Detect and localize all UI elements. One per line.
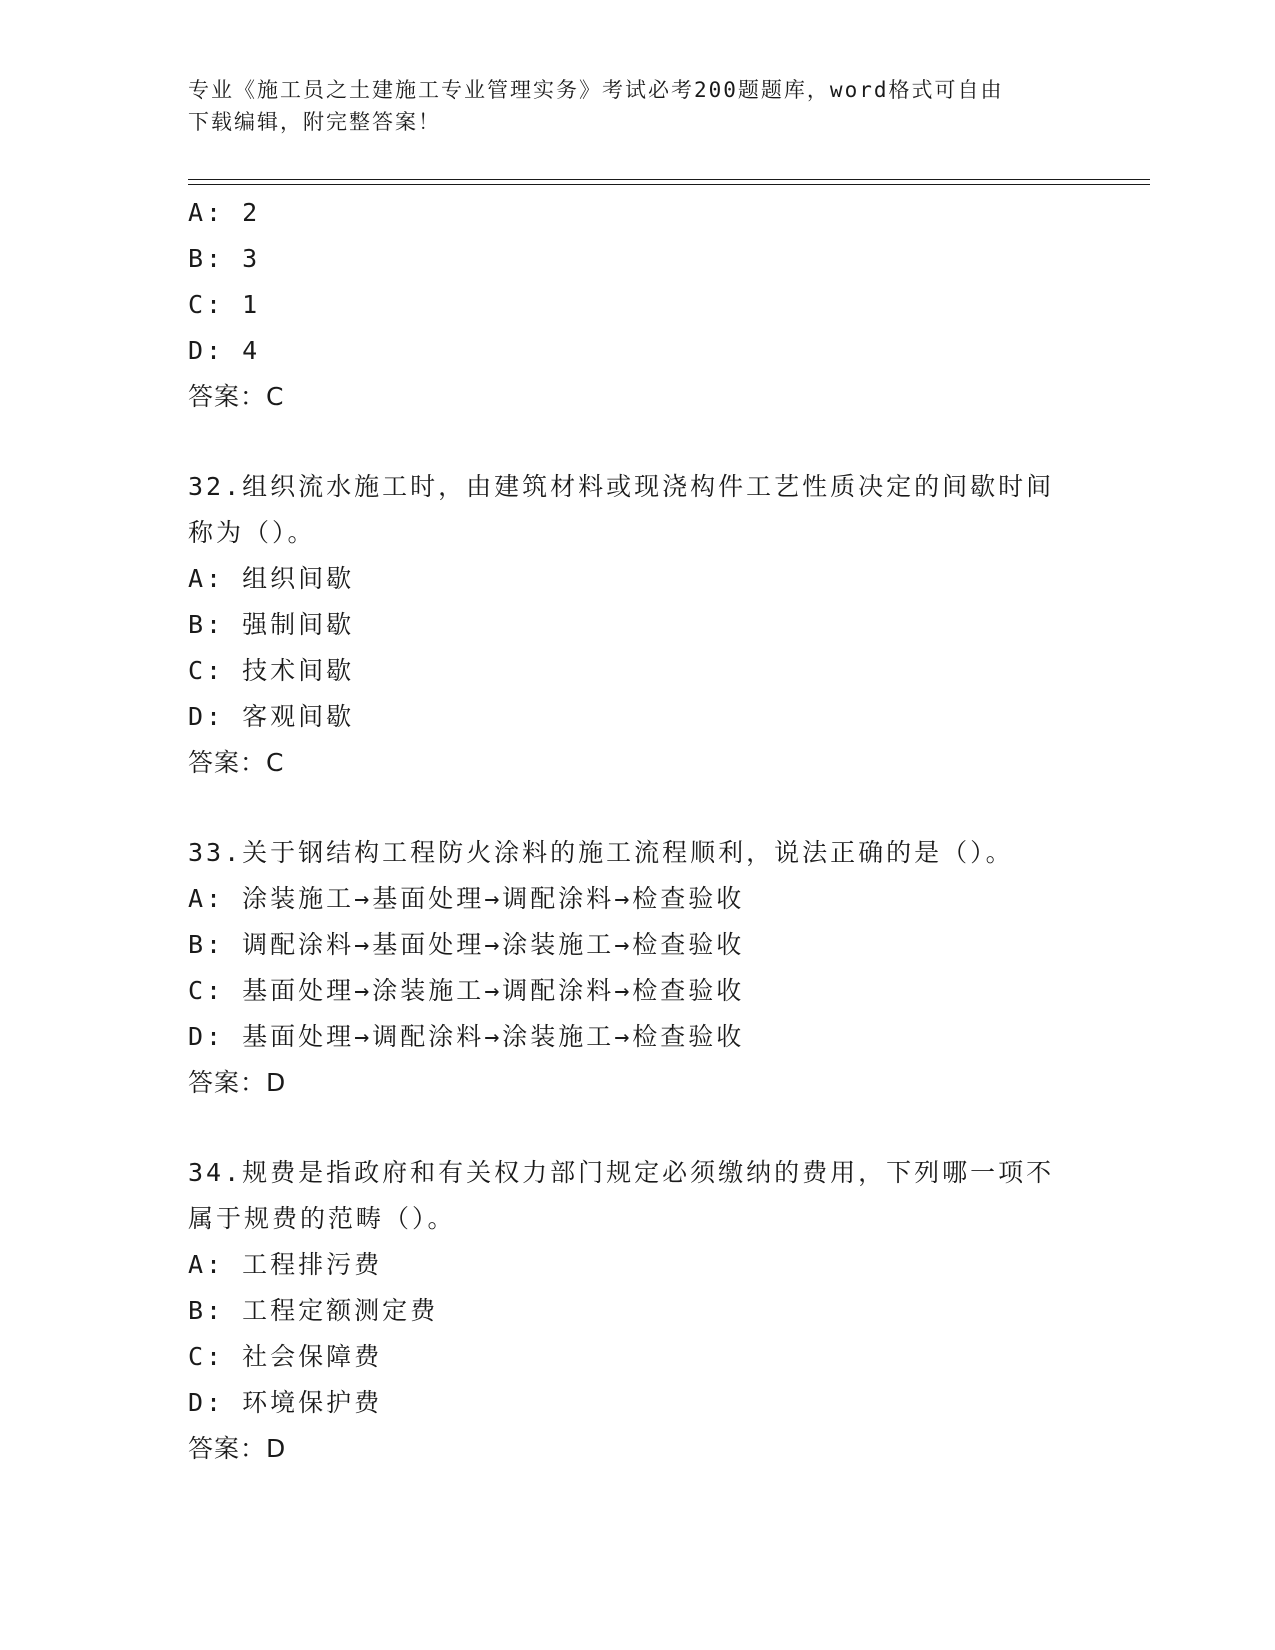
header-rule-top <box>188 179 1150 180</box>
option-d: D: 基面处理→调配涂料→涂装施工→检查验收 <box>188 1022 745 1051</box>
question-33-block <box>188 830 1088 1106</box>
question-32-block <box>188 464 1088 786</box>
question-text-line-1: 34.规费是指政府和有关权力部门规定必须缴纳的费用，下列哪一项不 <box>188 1158 1055 1187</box>
option-c: C: 技术间歇 <box>188 656 355 685</box>
question-list <box>188 190 1088 1472</box>
option-d: D: 客观间歇 <box>188 702 355 731</box>
header-line-2: 下载编辑，附完整答案！ <box>188 110 441 134</box>
answer-line: 答案：C <box>188 748 285 777</box>
question-34-block <box>188 1150 1088 1472</box>
option-a: A: 2 <box>188 198 261 227</box>
option-a: A: 涂装施工→基面处理→调配涂料→检查验收 <box>188 884 745 913</box>
option-d: D: 环境保护费 <box>188 1388 383 1417</box>
question-text-line-2: 属于规费的范畴（）。 <box>188 1204 456 1233</box>
option-a: A: 组织间歇 <box>188 564 355 593</box>
option-b: B: 3 <box>188 244 261 273</box>
option-b: B: 调配涂料→基面处理→涂装施工→检查验收 <box>188 930 745 959</box>
spacer <box>188 420 1088 464</box>
answer-line: 答案：D <box>188 1068 287 1097</box>
option-a: A: 工程排污费 <box>188 1250 383 1279</box>
spacer <box>188 1106 1088 1150</box>
option-c: C: 社会保障费 <box>188 1342 383 1371</box>
answer-line: 答案：D <box>188 1434 287 1463</box>
header-line-1: 专业《施工员之土建施工专业管理实务》考试必考200题题库，word格式可自由 <box>188 78 1004 102</box>
option-b: B: 工程定额测定费 <box>188 1296 439 1325</box>
option-c: C: 1 <box>188 290 261 319</box>
document-header <box>188 74 1068 138</box>
option-c: C: 基面处理→涂装施工→调配涂料→检查验收 <box>188 976 745 1005</box>
option-d: D: 4 <box>188 336 261 365</box>
option-b: B: 强制间歇 <box>188 610 355 639</box>
answer-line: 答案：C <box>188 382 285 411</box>
question-31-block <box>188 190 1088 420</box>
spacer <box>188 786 1088 830</box>
header-rule-bottom <box>188 184 1150 185</box>
question-text-line-1: 33.关于钢结构工程防火涂料的施工流程顺利，说法正确的是（）。 <box>188 838 1014 867</box>
question-text-line-2: 称为（）。 <box>188 518 316 547</box>
question-text-line-1: 32.组织流水施工时，由建筑材料或现浇构件工艺性质决定的间歇时间 <box>188 472 1055 501</box>
